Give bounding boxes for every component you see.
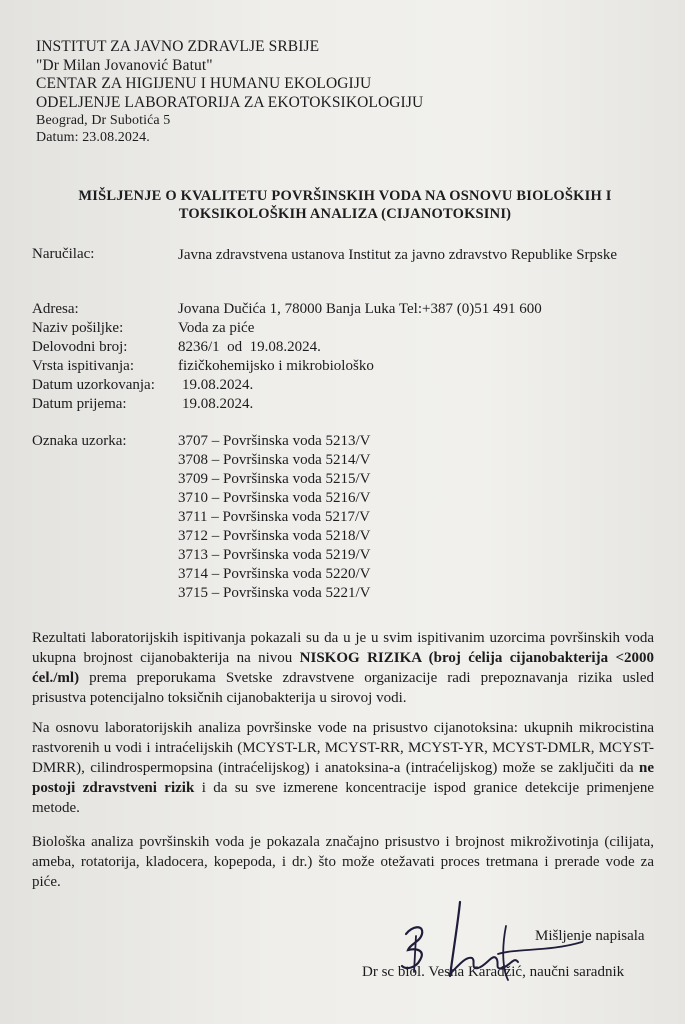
vrsta-label: Vrsta ispitivanja: [32, 358, 134, 374]
sample-item: 3714 – Površinska voda 5220/V [178, 566, 371, 582]
biological-paragraph: Biološka analiza površinskih voda je pokazala značajno prisustvo i brojnost mikroživotinja (cilijata, ameba, rotatorija, kladocera, kopepoda, i dr.) što može otežavati proces tretmana i prerade vode za piće. [32, 834, 654, 890]
naziv-label: Naziv pošiljke: [32, 320, 124, 336]
delovodni-value: 8236/1 od 19.08.2024. [178, 339, 321, 355]
uzorkovanje-value: 19.08.2024. [182, 377, 254, 393]
institution-header [36, 38, 636, 146]
oznaka-label: Oznaka uzorka: [32, 433, 127, 449]
results-text-start: Rezultati laboratorijskih ispitivanja pokazali su da u je u svim ispitivanim uzorcima površinskih voda ukupna brojnost cijanobakterija na nivou [32, 630, 654, 666]
address-line: Beograd, Dr Subotića 5 [36, 113, 171, 128]
sample-item: 3715 – Površinska voda 5221/V [178, 585, 371, 601]
uzorkovanje-label: Datum uzorkovanja: [32, 377, 155, 393]
sample-item: 3713 – Površinska voda 5219/V [178, 547, 371, 563]
cyanotoxin-text-end: i da su sve izmerene koncentracije ispod granice detekcije primenjene metode. [32, 780, 654, 816]
prijem-value: 19.08.2024. [182, 396, 254, 412]
center-name: CENTAR ZA HIGIJENU I HUMANU EKOLOGIJU [36, 75, 372, 92]
sample-item: 3707 – Površinska voda 5213/V [178, 433, 371, 449]
delovodni-label: Delovodni broj: [32, 339, 128, 355]
naziv-value: Voda za piće [178, 320, 255, 336]
title-line-1: MIŠLJENJE O KVALITETU POVRŠINSKIH VODA NA OSNOVU BIOLOŠKIH I [78, 188, 612, 204]
cyanotoxin-paragraph [32, 718, 654, 818]
sample-item: 3711 – Površinska voda 5217/V [178, 509, 370, 525]
prijem-label: Datum prijema: [32, 396, 127, 412]
narucilac-label: Naručilac: [32, 246, 95, 262]
cyanotoxin-text-start: Na osnovu laboratorijskih analiza površinske vode na prisustvo cijanotoksina: ukupnih mikrocistina rastvorenih u vodi i intraćelijskih (MCYST-LR, MCYST-RR, MCYST-YR, MCYST-DMLR, MCYST- DMRR), cilindrospermopsina (intraćelijskog) i anatoksina-a (intraćelijskog) može se zaključiti da [32, 720, 654, 776]
institute-name: INSTITUT ZA JAVNO ZDRAVLJE SRBIJE [36, 38, 320, 55]
results-paragraph [32, 628, 654, 708]
adresa-value: Jovana Dučića 1, 78000 Banja Luka Tel:+387 (0)51 491 600 [178, 301, 542, 317]
title-line-2: TOKSIKOLOŠKIH ANALIZA (CIJANOTOKSINI) [178, 206, 512, 222]
sample-item: 3710 – Površinska voda 5216/V [178, 490, 371, 506]
sample-item: 3709 – Površinska voda 5215/V [178, 471, 371, 487]
sample-item: 3712 – Površinska voda 5218/V [178, 528, 371, 544]
vrsta-value: fizičkohemijsko i mikrobiološko [178, 358, 374, 374]
sample-list [178, 432, 478, 603]
handwritten-signature [398, 896, 588, 986]
no-health-risk-emphasis: ne postoji zdravstveni rizik [32, 760, 654, 796]
institute-subtitle: "Dr Milan Jovanović Batut" [36, 56, 213, 74]
sample-item: 3708 – Površinska voda 5214/V [178, 452, 371, 468]
results-text-end: prema preporukama Svetske zdravstvene organizacije radi prepoznavanja rizika usled prisustva potencijalno toksičnih cijanobakterija u sirovoj vodi. [32, 670, 654, 706]
narucilac-value: Javna zdravstvena ustanova Institut za javno zdravstvo Republike Srpske [178, 247, 618, 263]
adresa-label: Adresa: [32, 301, 79, 317]
low-risk-emphasis: NISKOG RIZIKA (broj ćelija cijanobakterija <2000 ćel./ml) [32, 650, 654, 686]
document-title [40, 187, 650, 223]
signature-label: Mišljenje napisala [535, 928, 645, 944]
document-date: Datum: 23.08.2024. [36, 130, 150, 145]
signatory-name: Dr sc biol. Vesna Karadžić, naučni saradnik [362, 964, 625, 980]
department-name: ODELJENJE LABORATORIJA ZA EKOTOKSIKOLOGIJU [36, 93, 424, 111]
